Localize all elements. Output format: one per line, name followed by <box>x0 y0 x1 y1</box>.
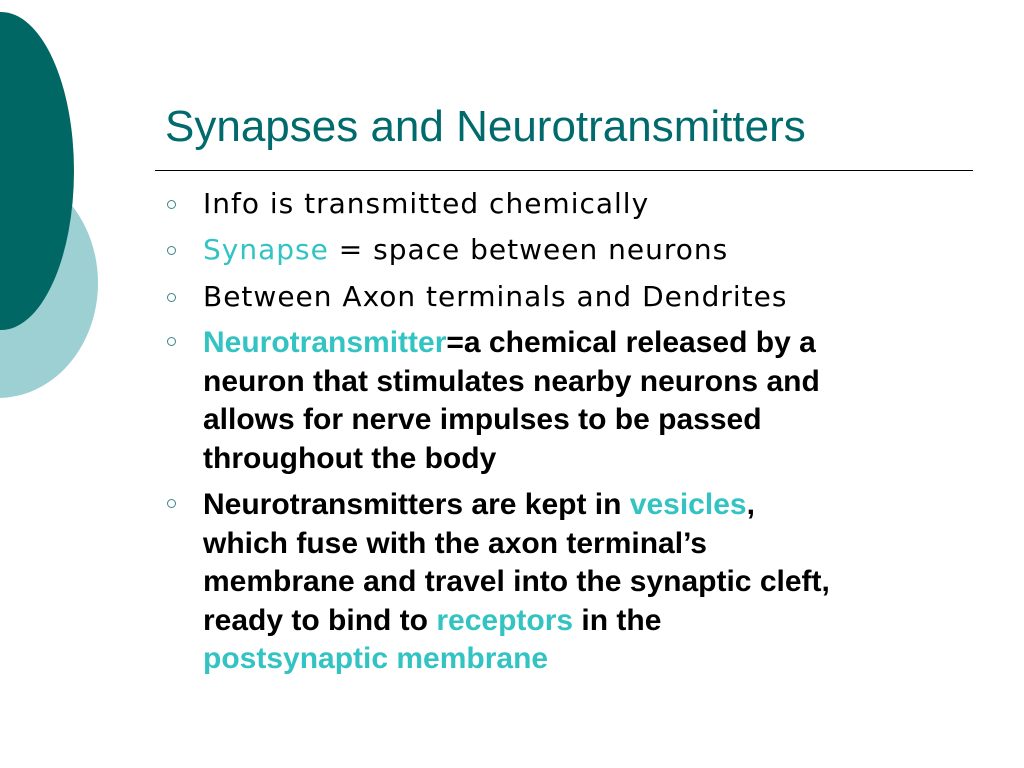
bullet-text-content: , <box>746 488 755 521</box>
bullet-line <box>203 640 830 679</box>
bullet-text-content: Neurotransmitters are kept in <box>203 488 630 521</box>
bullet-text <box>203 324 820 478</box>
bullet-text-content: in the <box>573 603 662 637</box>
bullet-text <box>203 181 649 227</box>
bullet-text-content: Between Axon terminals and Dendrites <box>203 280 788 313</box>
bullet-text-content: =a chemical released by a <box>446 326 816 359</box>
bullet-text <box>203 274 787 320</box>
term-vesicles: vesicles <box>629 488 747 521</box>
bullet-text <box>203 227 728 273</box>
bullet-text-content: ready to bind to <box>203 603 437 637</box>
bullet-circle-icon <box>167 293 176 302</box>
term-synapse: Synapse <box>203 233 329 266</box>
term-receptors: receptors <box>436 603 574 637</box>
bullet-line <box>203 602 830 641</box>
term-neurotransmitter: Neurotransmitter <box>203 326 447 359</box>
title-divider <box>155 170 973 171</box>
bullet-circle-icon <box>167 337 176 346</box>
bullet-circle-icon <box>167 246 176 255</box>
bullet-line: which fuse with the axon terminal’s <box>203 526 707 560</box>
bullet-text-content: Info is transmitted chemically <box>203 187 650 220</box>
bullet-text <box>203 486 830 679</box>
slide-title: Synapses and Neurotransmitters <box>165 102 806 151</box>
bullet-line: neuron that stimulates nearby neurons and <box>203 364 820 398</box>
bullet-circle-icon <box>167 200 176 209</box>
bullet-line <box>203 486 830 525</box>
bullet-circle-icon <box>167 499 176 508</box>
bullet-line: allows for nerve impulses to be passed <box>203 403 762 436</box>
bullet-text-content: = space between neurons <box>328 233 729 266</box>
bullet-line <box>203 324 820 363</box>
term-postsynaptic-membrane: postsynaptic membrane <box>203 642 549 675</box>
bullet-line: membrane and travel into the synaptic cleft, <box>203 565 830 598</box>
bullet-line: throughout the body <box>203 441 497 475</box>
